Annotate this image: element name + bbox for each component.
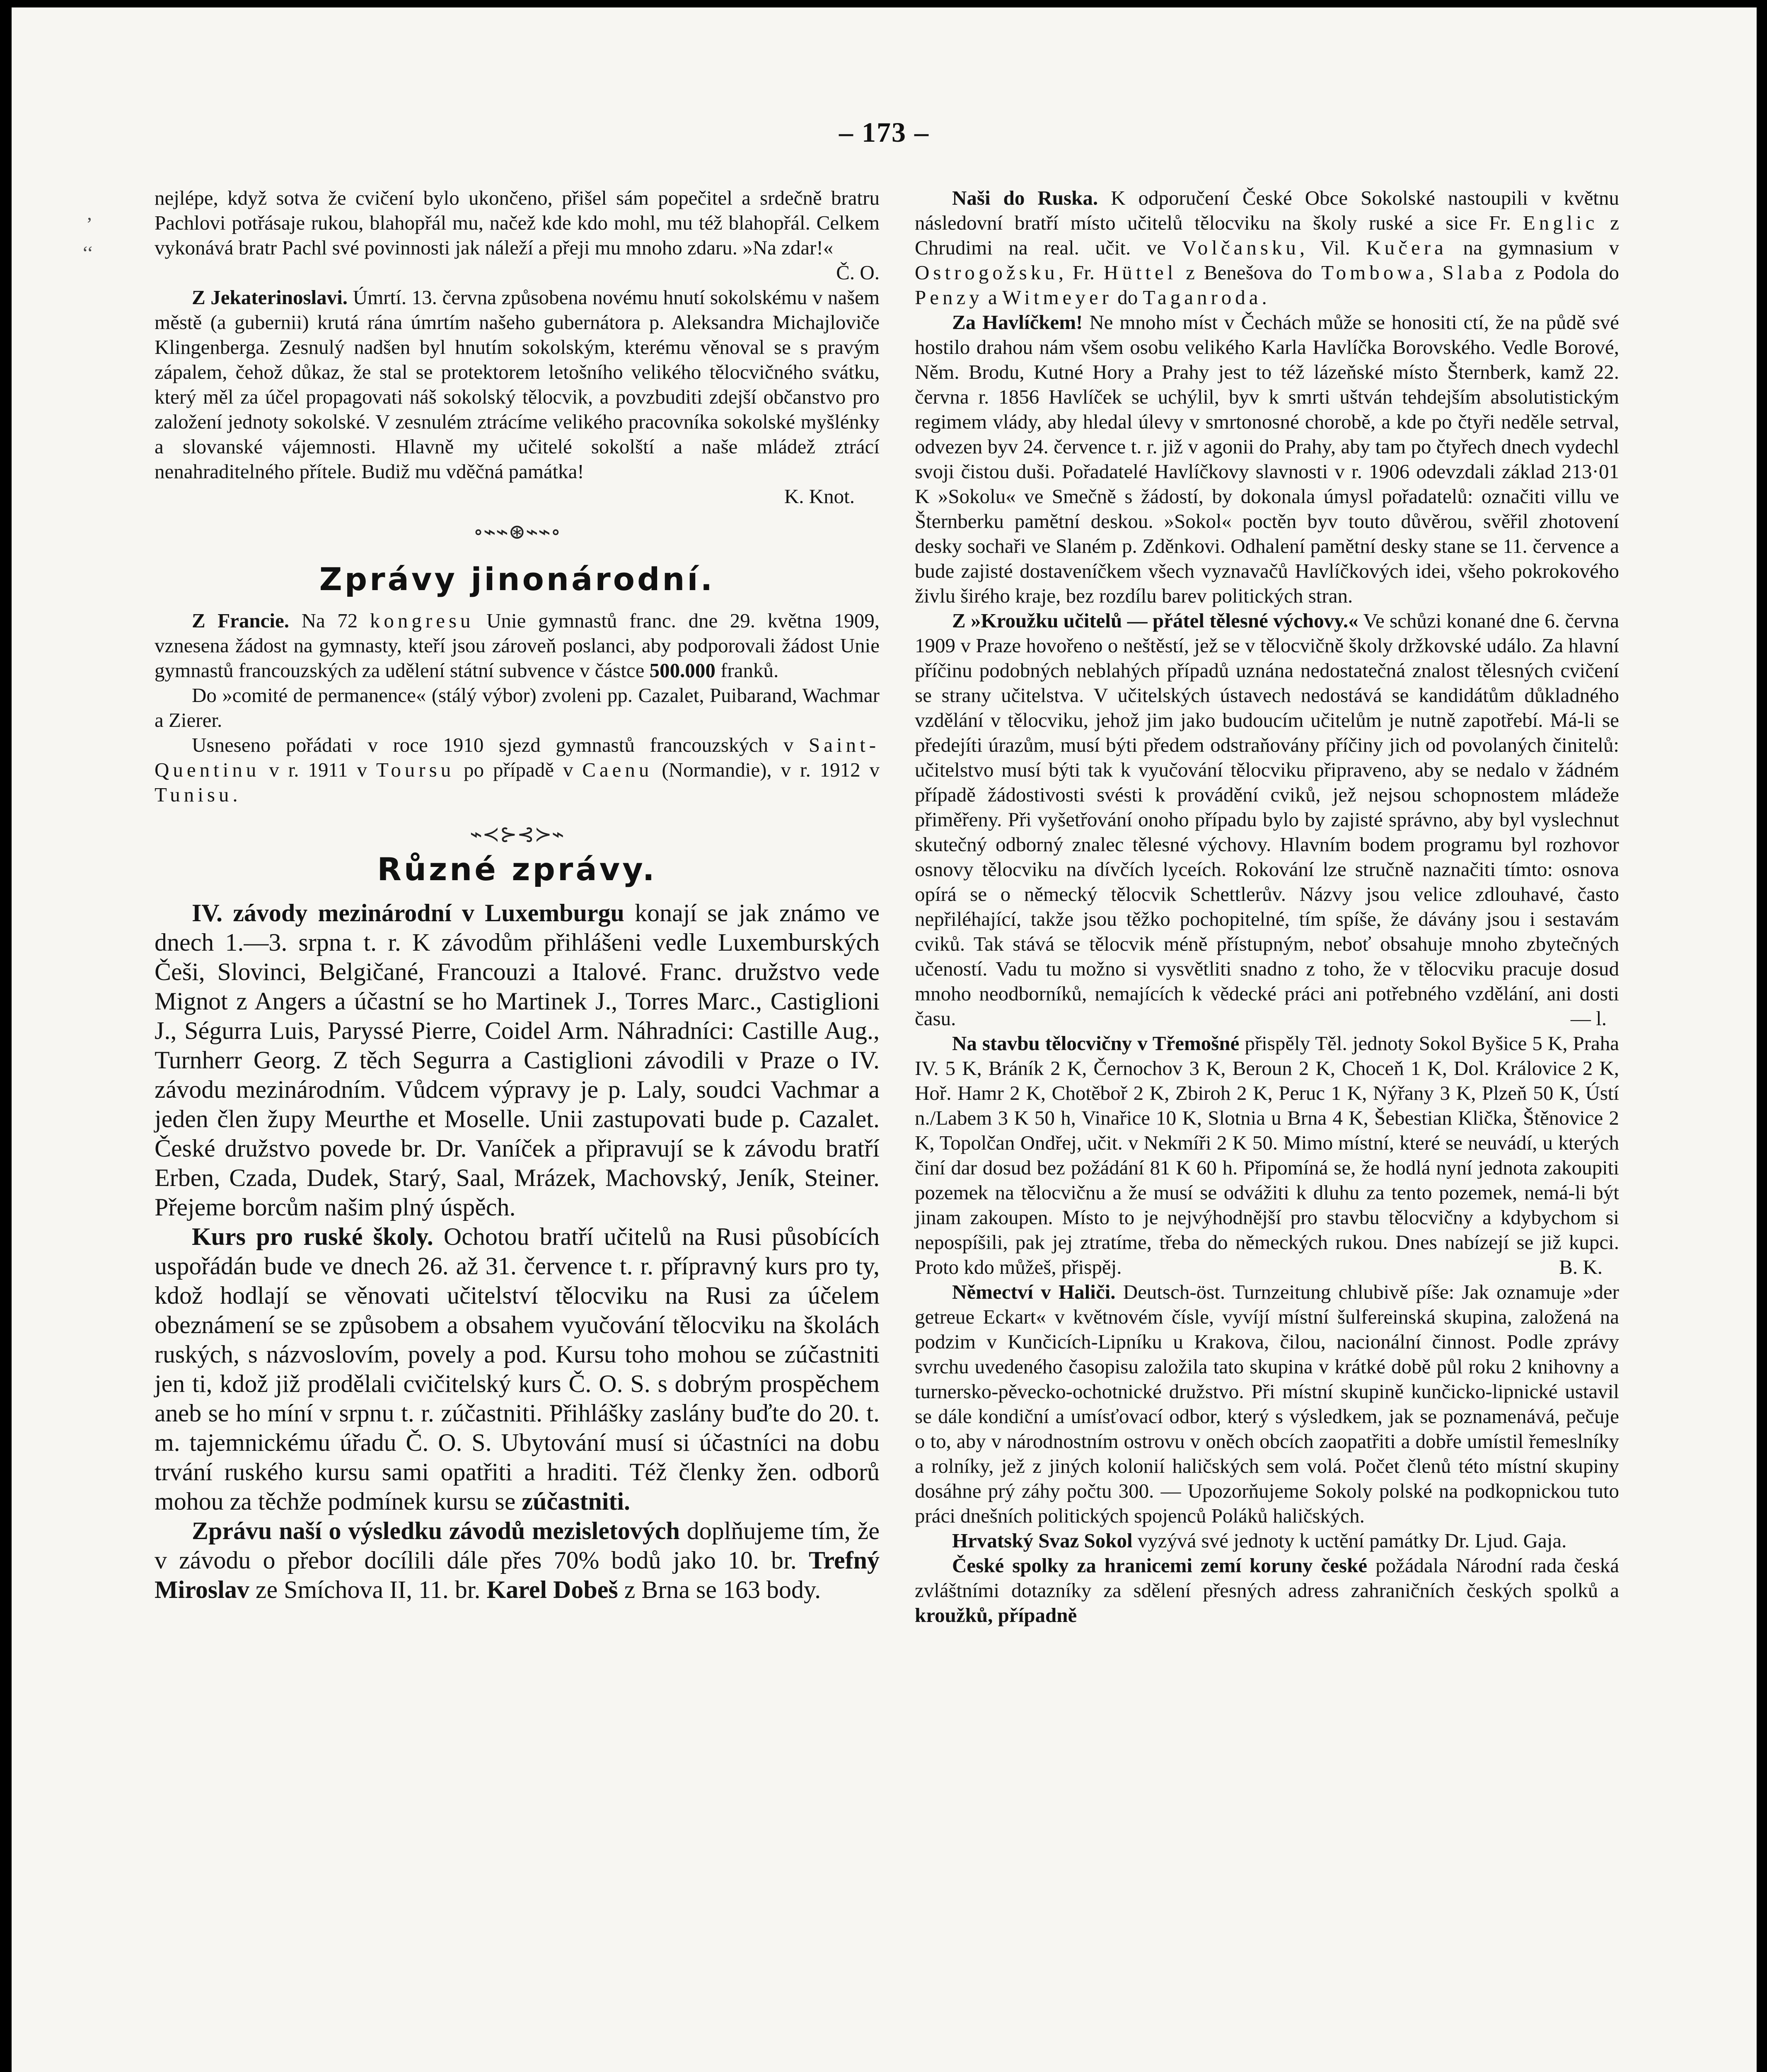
article-lead: Němectví v Haliči. [952,1280,1116,1303]
article-text: ze Smíchova II, 11. br. [255,1576,481,1603]
article-nemectvi [915,1280,1619,1528]
article-signature: Č. O. [836,261,880,284]
article-text: (Normandie), v r. 1912 v [662,758,880,781]
article-text: konají se jak známo ve dnech 1.—3. srpna t. r. K závodům přihlášeni vedle Luxemburských Češi, Slovinci, Belgičané, Francouzi a Italové. Franc. družstvo vede Mignot z Angers a účastní se ho Martinek J., Torres Marc., Castiglioni J., Ségurra Luis, Paryssé Pierre, Coidel Arm. Náhradníci: Castille Aug., Turnherr Georg. Z těch Segurra a Castiglioni závodili v Praze o IV. závodu mezinárodním. Vůdcem výpravy je p. Laly, soudci Vachmar a jeden člen župy Meurthe et Moselle. Unii zastupovati bude p. Cazalet. České družstvo povede br. Dr. Vaníček a připravují se k závodu bratří Erben, Czada, Dudek, Starý, Saal, Mrázek, Machovský, Jeník, Steiner. Přejeme borcům našim plný úspěch. [155,899,880,1221]
article-text: doplňujeme tím, že v závodu o přebor docílili dále přes 70% bodů jako 10. br. [155,1517,880,1574]
bold-word: zúčastniti. [522,1488,631,1515]
article-text: vyzývá své jednoty k uctění památky Dr. Ljud. Gaja. [1137,1529,1567,1552]
large-print-section [155,898,880,1605]
article-signature: B. K. [1559,1256,1603,1278]
article-text: Ne mnoho míst v Čechách může se honositi ctí, že na půdě své hostilo drahou nám všem osobu velikého Karla Havlíčka Borovského. Vedle Borové, Něm. Brodu, Kutné Hory a Prahy jest to též lázeňské místo Šternberk, kamž 22. června r. 1856 Havlíček se uchýlil, byv k smrti uštván tehdejším absolutistickým regimem vlády, aby hledal úlevy v smrtonosné chorobě, a kde po čtyři neděle setrval, odvezen byv 24. července t. r. již v agonii do Prahy, aby tam po čtyřech dnech vydechl svoji čistou duši. Pořadatelé Havlíčkovy slavnosti v r. 1906 odevzdali základ 213·01 K »Sokolu« ve Smečně s žádostí, by dokonala úmysl pořadatelů: označiti villu ve Šternberku pamětní deskou. »Sokol« poctěn byv touto důvěrou, svěřil zhotovení desky sochaři ve Slaném p. Zděnkovi. Odhalení pamětní desky stane se 11. července a bude zajisté dostaveníčkem všech vyznavačů Havlíčkových idei, všeho pokrokového živlu širého kraje, bez rozdílu barev politických stran. [915,311,1620,607]
person-name: Karel Dobeš [486,1576,618,1603]
article-text: . [232,783,238,806]
page-number: – 173 – [839,116,929,148]
article-lead: České spolky za hranicemi zemí koruny české [952,1554,1368,1577]
spaced-word: Tombowa [1321,261,1429,284]
spaced-word: Hüttel [1103,261,1177,284]
spaced-word: Volčansku [1182,236,1300,259]
article-text: K odporučení České Obce Sokolské nastoupili v květnu následovní bratří místo učitelů tělocviku na školy ruské a sice Fr. [915,186,1620,234]
article-text: na gymnasium v [1463,236,1620,259]
article-text: Unie gymnastů franc. dne 29. května 1909, vznesena žádost na gymnasty, kteří jsou zároveň poslanci, aby podporovali žádost Unie gymnastů francouzských za udělení státní subvence v částce [155,609,880,682]
article-text: a [988,286,997,309]
article-text: , [1428,261,1433,284]
spaced-word: Caenu [582,758,653,781]
section-heading: Zprávy jinonárodní. [319,561,715,598]
spaced-word: kongresu [370,609,474,632]
article-hrvatsky [915,1528,1619,1553]
article-text: , Fr. [1058,261,1095,284]
article-lead: Naši do Ruska. [952,186,1098,209]
article-text: Na 72 [301,609,358,632]
article-text: Úmrtí. 13. června způsobena novému hnutí sokolskému v našem městě (a gubernii) krutá rána úmrtím našeho gubernátora p. Aleksandra Michajloviče Klingenberga. Zesnulý nadšen byl hnutím sokolským, kterému věnoval se s pravým zápalem, čehož důkaz, že stal se protektorem letošního velikého tělocvičného svátku, který měl za účel propagovati náš sokolský tělocvik, a povzbuditi zdejší občanstvo pro založení jednoty sokolské. V zesnulém ztrácíme velikého pracovníka sokolské myšlénky a slovanské vájemnosti. Hlavně my učitelé sokolští a naše mládež ztrácí nenahraditelného přítele. Budiž mu vděčná památka! [155,286,880,483]
article-text: z Podola do [1515,261,1619,284]
article-luxemburg [155,898,880,1222]
spaced-word: Ostrogožsku [915,261,1059,284]
article-lead: IV. závody mezinárodní v Luxemburgu [192,899,624,927]
article-text: z Chrudimi na real. učit. ve [915,211,1620,259]
spaced-word: Toursu [376,758,455,781]
section-heading: Různé zprávy. [377,851,657,888]
article-text: , Vil. [1299,236,1350,259]
section-ornament: ∘⌁⌁⊛⌁⌁∘ [473,520,561,543]
spaced-word: Witmeyer [1002,286,1112,309]
left-column [155,186,880,1605]
spaced-word: Tunisu [155,783,233,806]
margin-mark-2: ‘‘ [82,242,94,263]
spaced-word: Saint-Quentinu [155,733,880,781]
article-text: z Benešova do [1186,261,1313,284]
article-text: do [1117,286,1138,309]
article-lead: Zprávu naší o výsledku závodů mezisletových [192,1517,680,1544]
bold-word: kroužků, případně [915,1604,1077,1627]
article-lead: Z Jekaterinoslavi. [192,286,348,309]
article-signature: K. Knot. [784,485,855,508]
page [12,7,1757,2072]
article-signature: — l. [1570,1007,1607,1030]
article-text: Usneseno pořádati v roce 1910 sjezd gymnastů francouzských v [192,733,794,756]
article-comite: Do »comité de permanence« (stálý výbor) zvoleni pp. Cazalet, Puibarand, Wachmar a Zierer. [155,684,880,731]
article-opening [155,186,880,888]
article-lead: Za Havlíčkem! [952,311,1083,334]
spaced-word: Slaba [1442,261,1506,284]
article-text: po případě v [464,758,573,781]
person-name: Trefný Miroslav [155,1547,880,1603]
article-usneseno [155,733,880,807]
article-lead: Na stavbu tělocvičny v Třemošné [952,1032,1240,1055]
article-lead: Kurs pro ruské školy. [192,1223,433,1250]
spaced-word: Penzy [915,286,983,309]
article-spolky [915,1553,1619,1628]
spaced-word: Kučera [1366,236,1447,259]
article-text: Ochotou bratří učitelů na Rusi působících uspořádán bude ve dnech 26. až 31. července t. r. přípravný kurs pro ty, kdož hodlají se věnovati učitelství tělocviku na Rusi za účelem obeznámení se se způsobem a obsahem vyučování tělocviku na školách ruských, s názvoslovím, povely a pod. Kursu toho mohou se zúčastniti jen ti, kdož již prodělali cvičitelský kurs Č. O. S. s dobrým prospěchem aneb se ho míní v srpnu t. r. zúčastniti. Přihlášky zaslány buďte do 20. t. m. tajemnickému úřadu Č. O. S. Ubytování musí si účastníci na dobu trvání ruského kursu sami opatřiti a hraditi. Též členky žen. odborů mohou za těchže podmínek kursu se [155,1223,880,1515]
article-lead: Z Francie. [192,609,290,632]
article-text: z Brna se 163 body. [624,1576,821,1603]
article-krouzek [915,608,1619,1031]
section-ornament: ⌁≺⊱⊰≻⌁ [470,823,564,846]
article-text: Ve schůzi konané dne 6. června 1909 v Praze hovořeno o neštěstí, jež se v tělocvičně školy držkovské událo. Za hlavní příčinu podobných neblahých případů uznána nedostatečná znalost tělesných cvičení se strany učitelstva. V učitelských ústavech nedostává se kandidátům důkladného vzdělání v tělocviku, jehož jim jako budoucím učitelům je nutně zapotřebí. Má-li se předejíti úrazům, musí býti předem odstraňovány příčiny jich od povolaných činitelů: učitelstvo musí býti tak k vyučování tělocviku připraveno, aby se nedalo v žádném případě žádostivosti svésti k provádění cviků, jež nejsou schopnostem mládeže přiměřeny. Při vyšetřování onoho případu bylo by zajisté správno, aby byl vyslechnut skutečný odborný znalec tělesné výchovy. Hlavním bodem programu byl rozhovor osnovy tělocviku na dívčích lyceích. Rokování lze stručně naznačiti tímto: osnova opírá se o německý tělocvik Schettlerův. Názvy jsou velice zdlouhavé, často nepřiléhající, takže jsou těžko pochopitelné, tím spíše, že dávány jsou i sestavám cviků. Tak stává se tělocvik méně přístupným, neboť obsahuje mnoho zbytečných učeností. Vadu tu možno si vysvětliti snadno z toho, že v tělocviku pracuje dosud mnoho neodborníků, nemajících k vědecké práci ani potřebného vzdělání, ani dosti času. [915,609,1619,1030]
article-lead: Hrvatský Svaz Sokol [952,1529,1133,1552]
article-zpravu [155,1516,880,1605]
article-text: v r. 1911 v [269,758,367,781]
spaced-word: Englic [1523,211,1598,234]
article-kurs [155,1222,880,1516]
article-lead: Z »Kroužku učitelů — přátel tělesné výchovy.« [952,609,1358,632]
article-rusko [915,186,1619,310]
article-havlicek [915,310,1619,608]
article-text: Deutsch-öst. Turnzeitung chlubivě píše: Jak oznamuje »der getreue Eckart« v květnovém čísle, vyvíjí místní šulfereinská skupina, založená na podzim v Kunčicích-Lipníku u Krakova, čilou, nacionální činnost. Podle zprávy svrchu uvedeného časopisu založila tato skupina v krátké době půl roku 2 knihovny a turnersko-pěvecko-ochotnické družstvo. Při místní skupině kunčicko-lipnické ustavil se dále kondiční a umísťovací odbor, který s výsledkem, jak se poznamenává, pečuje o to, aby v národnostním ostrovu v oněch obcích zaopatřiti a dobře umístil řemeslníky a rolníky, jež z jiných kolonií haličských sem volá. Počet členů této místní skupiny dosáhne prý záhy počtu 300. — Upozorňujeme Sokoly polské na podkopnickou tuto práci dnešních politických spojenců Poláků haličských. [915,1280,1619,1527]
spaced-word: Taganroda [1143,286,1262,309]
article-text: požádala Národní rada česká zvláštními dotazníky za sdělení přesných adress zahraničních českých spolků a [915,1554,1620,1602]
article-jekaterinoslavi [155,285,880,484]
article-tremosna [915,1031,1619,1280]
article-francie [155,608,880,683]
article-text: přispěly Těl. jednoty Sokol Byšice 5 K, Praha IV. 5 K, Bráník 2 K, Černochov 3 K, Beroun 2 K, Choceň 1 K, Dol. Královice 2 K, Hoř. Hamr 2 K, Chotěboř 2 K, Zbiroh 2 K, Peruc 1 K, Nýřany 3 K, Plzeň 50 K, Ústí n./Labem 3 K 50 h, Vinařice 10 K, Slotnia u Brna 4 K, Šebestian Klička, Štěnovice 2 K, Topolčan Ondřej, učit. v Nekmíři 2 K 50. Mimo místní, které se neuvádí, u kterých činí dar dosud bez požádání 81 K 60 h. Připomíná se, že hodlá nyní jednota zakoupiti pozemek na tělocvičnu a že musí se odvážiti k dluhu za tento pozemek, nemá-li být jinam zakoupen. Místo to je nejvýhodnější pro stavbu tělocvičny a kdybychom si nepospíšili, pak jej ztratíme, třeba do německých rukou. Dnes nabízejí se již kupci. Proto kdo můžeš, přispěj. [915,1032,1619,1278]
margin-mark-1: ‚ [86,203,93,224]
article-text: nejlépe, když sotva že cvičení bylo ukončeno, přišel sám popečitel a srdečně bratru Pachlovi potřásaje rukou, blahopřál mu, načež kde kdo mohl, mu též blahopřál. Celkem vykonává bratr Pachl své povinnosti jak náleží a přeji mu mnoho zdaru. »Na zdar!« [155,186,880,259]
right-column [915,186,1619,1628]
amount: 500.000 [649,659,716,682]
article-text: franků. [720,659,779,682]
article-text: . [1262,286,1267,309]
